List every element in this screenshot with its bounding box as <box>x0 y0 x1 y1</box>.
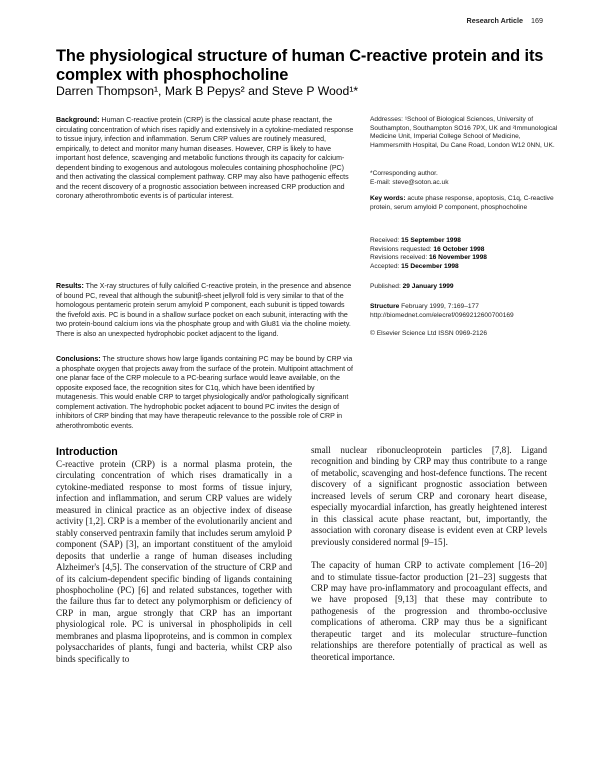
journal-name: Structure <box>370 303 400 310</box>
published-date: 29 January 1999 <box>402 283 454 290</box>
addresses-text: ¹School of Biological Sciences, University of Southampton, Southampton SO16 7PX, UK and ²Immunological Medicine Unit, Imperial College School of Medicine, Hammersmith Hospital, Du Cane Road, London W12 0NN, UK. <box>370 116 558 149</box>
volume-pages: February 1999, 7:169–177 <box>399 303 479 310</box>
copyright-notice: © Elsevier Science Ltd ISSN 0969-2126 <box>370 330 488 337</box>
received-line <box>370 237 560 246</box>
received-label: Received: <box>370 237 400 244</box>
intro-paragraph-3: The capacity of human CRP to activate complement [16–20] and to stimulate tissue-factor production [21–23] suggests that CRP may have pro-inflammatory and procoagulant effects, and we have proposed [9,13] that these may contribute to pathogenesis of the progression and thrombo-occlusive complications of atheroma. CRP may thus be a significant therapeutic target and its molecular structure–function relationships are therefore potentially of practical as well as theoretical importance. <box>311 560 547 662</box>
author-list: Darren Thompson¹, Mark B Pepys² and Steve P Wood¹* <box>56 84 359 98</box>
revisions-label: Revisions received: <box>370 254 428 262</box>
article-url[interactable]: http://biomednet.com/elecref/0969212600700169 <box>370 311 514 319</box>
accepted-date: 15 December 1998 <box>401 262 459 270</box>
published-label: Published: <box>370 283 401 290</box>
requested-line <box>370 246 560 255</box>
structure-line <box>370 303 560 312</box>
body-column-left <box>56 459 292 665</box>
revisions-line <box>370 254 560 263</box>
dates <box>370 237 560 271</box>
article-title: The physiological structure of human C-reactive protein and its complex with phosphocholine <box>56 47 544 84</box>
corresponding-author <box>370 170 560 187</box>
background-label: Background: <box>56 117 100 124</box>
running-header <box>467 16 543 25</box>
body-column-right <box>311 445 547 663</box>
background-text: Human C-reactive protein (CRP) is the classical acute phase reactant, the circulating concentration of which rises rapidly and extensively in a cytokine-mediated response to tissue injury, infection and inflammation. Serum CRP values are routinely measured, empirically, to detect and monitor many human diseases. However, CRP is likely to have important host defence, scavenging and metabolic functions through its capacity for calcium-dependent binding to exogenous and autologous molecules containing phosphocholine (PC) and then activating the classical complement pathway. CRP may also have pathogenic effects and the recent discovery of a prognostic association between increased CRP production and coronary atherothrombotic events is of particular interest. <box>56 117 354 201</box>
section-label: Research Article <box>466 16 523 25</box>
conclusions-text: The structure shows how large ligands containing PC may be bound by CRP via a phosphate oxygen that projects away from the surface of the protein. Multipoint attachment of one planar face of the CRP molecule to a PC-bearing surface would leave available, on the opposite exposed face, the recognition sites for C1q, which have been identified by mutagenesis. This would enable CRP to target physiologically and/or pathologically significant complement activation. The hydrophobic pocket adjacent to bound PC invites the design of inhibitors of CRP binding that may have therapeutic relevance to the possible role of CRP in atherothrombotic events. <box>56 356 353 430</box>
published-line <box>370 283 560 292</box>
accepted-label: Accepted: <box>370 262 400 270</box>
citation <box>370 303 560 320</box>
received-date: 15 September 1998 <box>401 237 461 244</box>
addresses-label: Addresses: <box>370 116 403 123</box>
intro-paragraph-1: C-reactive protein (CRP) is a normal plasma protein, the circulating concentration of which rises dramatically in a cytokine-mediated response to most forms of tissue injury, infection and inflammation, and serum CRP values are widely measured in clinical practice as an objective index of disease activity [1,2]. CRP is a member of the evolutionarily ancient and stably conserved pentraxin family that includes serum amyloid P component (SAP) [3], an important constituent of the amyloid deposits that underlie a range of human diseases including Alzheimer's [4,5]. The conservation of the structure of CRP and of its calcium-dependent specific binding of ligands containing phosphocholine (PC) [6] and related substances, together with the failure thus far to detect any polymorphism or deficiency of CRP in man, argue strongly that CRP has an important physiological role. PC is universal in phospholipids in cell membranes and plasma lipoproteins, and is common in complex polysaccharides of plants, fungi and bacteria, whilst CRP also binds specifically to <box>56 459 292 664</box>
keywords <box>370 195 560 212</box>
conclusions-label: Conclusions: <box>56 356 101 363</box>
keywords-text: acute phase response, apoptosis, C1q, C-reactive protein, serum amyloid P component, phosphocholine <box>370 195 554 211</box>
introduction-heading: Introduction <box>56 446 118 458</box>
corresponding-label: *Corresponding author. <box>370 170 438 177</box>
abstract-conclusions <box>56 355 356 431</box>
requested-label: Revisions requested: <box>370 245 432 253</box>
abstract-background <box>56 116 356 202</box>
email-address: E-mail: steve@soton.ac.uk <box>370 178 449 186</box>
abstract-results <box>56 282 356 339</box>
keywords-label: Key words: <box>370 195 406 202</box>
requested-date: 16 October 1998 <box>433 245 485 253</box>
page-number: 169 <box>531 16 543 25</box>
intro-paragraph-2: small nuclear ribonucleoprotein particles [7,8]. Ligand recognition and binding by CRP may thus contribute to a range of metabolic, scavenging and host-defence functions. The recent discovery of a significant prognostic association between increased levels of serum CRP and coronary heart disease, especially myocardial infarction, has greatly heightened interest in this classical acute phase reactant, but, importantly, the association with coronary disease is evident even at CRP levels previously considered normal [9–15]. <box>311 445 547 547</box>
results-text: The X-ray structures of fully calcified C-reactive protein, in the presence and absence of bound PC, reveal that although the subunitβ-sheet jellyroll fold is very similar to that of the homologous pentameric protein serum amyloid P component, each subunit is tipped towards the fivefold axis. PC is bound in a shallow surface pocket on each subunit, interacting with the two protein-bound calcium ions via the phosphate group and with Glu81 via the choline moiety. There is also an unexpected hydrophobic pocket adjacent to the ligand. <box>56 283 352 338</box>
accepted-line <box>370 263 560 272</box>
results-label: Results: <box>56 283 84 290</box>
revisions-date: 16 November 1998 <box>429 254 487 262</box>
addresses <box>370 116 560 150</box>
